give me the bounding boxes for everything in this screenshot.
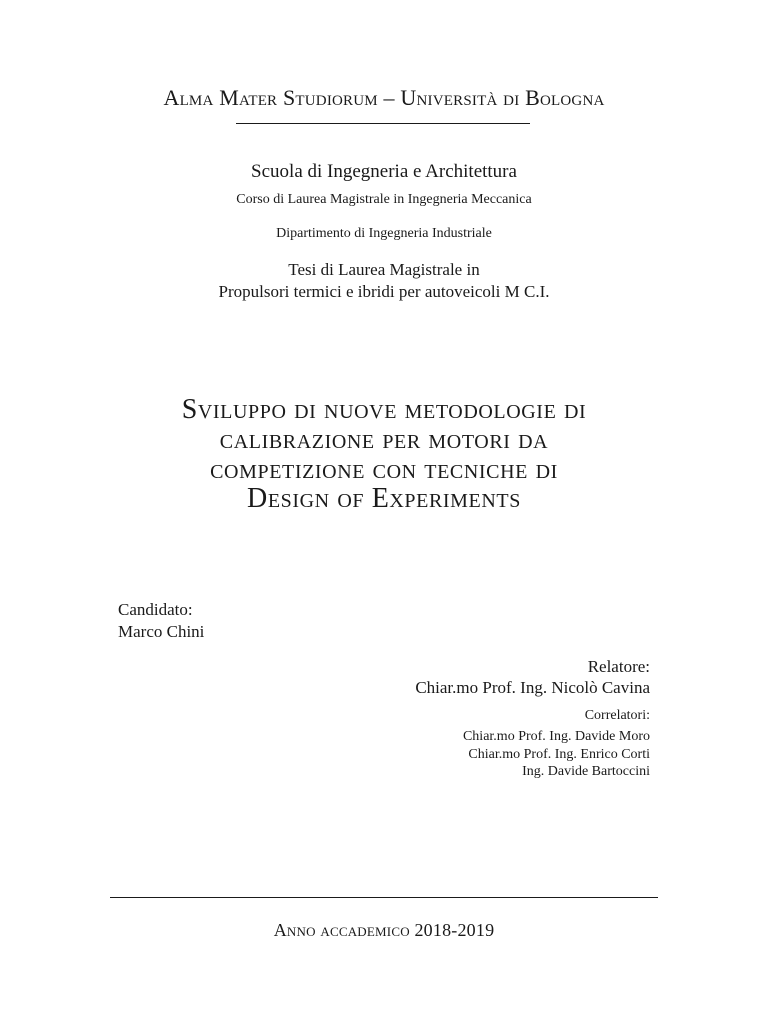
candidate-label: Candidato: [118, 600, 193, 619]
co-supervisor-name: Chiar.mo Prof. Ing. Davide Moro [462, 729, 650, 744]
footer-divider [110, 897, 658, 898]
thesis-title-line-4: Design of Experiments [247, 483, 521, 514]
co-supervisors-label: Correlatori: [584, 708, 650, 723]
co-supervisor-name: Chiar.mo Prof. Ing. Enrico Corti [468, 747, 650, 762]
supervisor-name: Chiar.mo Prof. Ing. Nicolò Cavina [415, 678, 650, 697]
candidate-name: Marco Chini [118, 622, 205, 641]
thesis-title-line-3: competizione con tecniche di [210, 454, 558, 485]
thesis-type-line-1: Tesi di Laurea Magistrale in [288, 260, 480, 279]
thesis-title-line-2: calibrazione per motori da [219, 424, 549, 455]
school-name: Scuola di Ingegneria e Architettura [251, 161, 517, 182]
co-supervisor-name: Ing. Davide Bartoccini [522, 764, 650, 779]
course-name: Corso di Laurea Magistrale in Ingegneria Meccanica [236, 192, 532, 207]
supervisor-label: Relatore: [587, 657, 650, 676]
academic-year: Anno accademico 2018-2019 [273, 920, 495, 940]
thesis-title-line-1: Sviluppo di nuove metodologie di [181, 394, 587, 425]
department-name: Dipartimento di Ingegneria Industriale [276, 226, 492, 241]
university-name: Alma Mater Studiorum – Università di Bologna [163, 85, 605, 110]
header-divider [236, 123, 530, 124]
thesis-type-line-2: Propulsori termici e ibridi per autoveicoli M C.I. [218, 282, 550, 301]
